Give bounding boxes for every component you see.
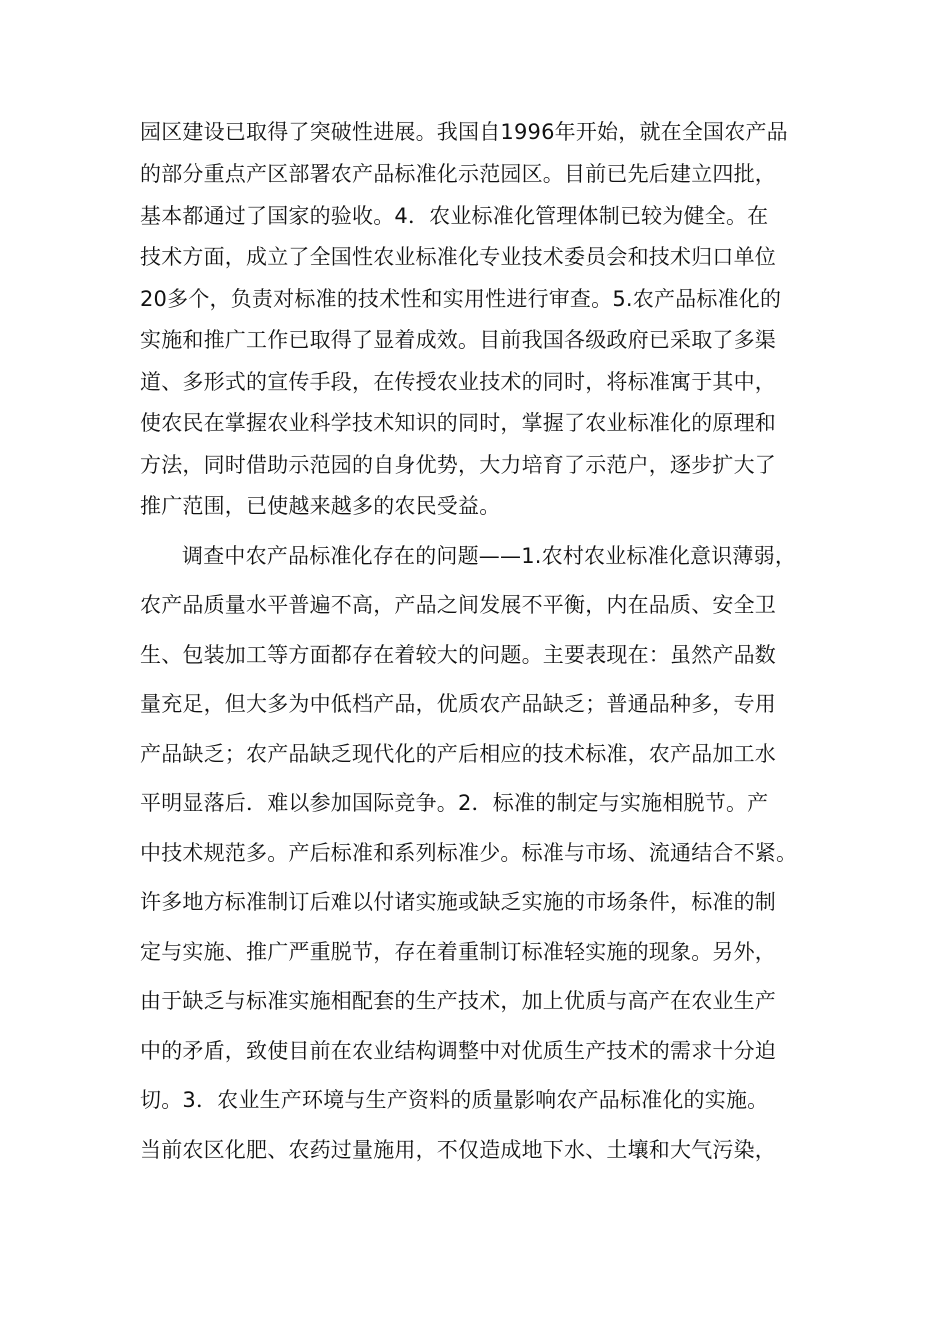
text-line-23: 当前农区化肥、农药过量施用，不仅造成地下水、土壤和大气污染，: [140, 1138, 776, 1162]
text-line-15: 产品缺乏；农产品缺乏现代化的产后相应的技术标准，农产品加工水: [140, 742, 776, 766]
text-line-8: 使农民在掌握农业科学技术知识的同时，掌握了农业标准化的原理和: [140, 411, 776, 435]
text-line-4: 技术方面，成立了全国性农业标准化专业技术委员会和技术归口单位: [140, 245, 776, 269]
text-line-3: 基本都通过了国家的验收。4．农业标准化管理体制已较为健全。在: [140, 204, 769, 228]
text-line-5: 20多个，负责对标准的技术性和实用性进行审查。5.农产品标准化的: [140, 287, 782, 311]
text-line-16: 平明显落后．难以参加国际竞争。2．标准的制定与实施相脱节。产: [140, 791, 769, 815]
text-line-21: 中的矛盾，致使目前在农业结构调整中对优质生产技术的需求十分迫: [140, 1039, 776, 1063]
text-line-10: 推广范围，已使越来越多的农民受益。: [140, 494, 501, 518]
text-line-7: 道、多形式的宣传手段，在传授农业技术的同时，将标准寓于其中，: [140, 370, 776, 394]
text-line-17: 中技术规范多。产后标准和系列标准少。标准与市场、流通结合不紧。: [140, 841, 798, 865]
text-line-1: 园区建设已取得了突破性进展。我国自1996年开始，就在全国农产品: [140, 120, 788, 144]
text-line-13: 生、包装加工等方面都存在着较大的问题。主要表现在：虽然产品数: [140, 643, 776, 667]
text-line-20: 由于缺乏与标准实施相配套的生产技术，加上优质与高产在农业生产: [140, 989, 776, 1013]
text-line-14: 量充足，但大多为中低档产品，优质农产品缺乏；普通品种多，专用: [140, 692, 776, 716]
text-line-2: 的部分重点产区部署农产品标准化示范园区。目前已先后建立四批，: [140, 162, 776, 186]
text-line-18: 许多地方标准制订后难以付诸实施或缺乏实施的市场条件，标准的制: [140, 890, 776, 914]
text-line-9: 方法，同时借助示范园的自身优势，大力培育了示范户，逐步扩大了: [140, 453, 776, 477]
text-line-12: 农产品质量水平普遍不高，产品之间发展不平衡，内在品质、安全卫: [140, 593, 776, 617]
text-line-19: 定与实施、推广严重脱节，存在着重制订标准轻实施的现象。另外，: [140, 940, 776, 964]
text-line-6: 实施和推广工作已取得了显着成效。目前我国各级政府已采取了多渠: [140, 328, 776, 352]
text-line-22: 切。3．农业生产环境与生产资料的质量影响农产品标准化的实施。: [140, 1088, 769, 1112]
paragraph-start-line: 调查中农产品标准化存在的问题——1.农村农业标准化意识薄弱，: [182, 544, 797, 568]
